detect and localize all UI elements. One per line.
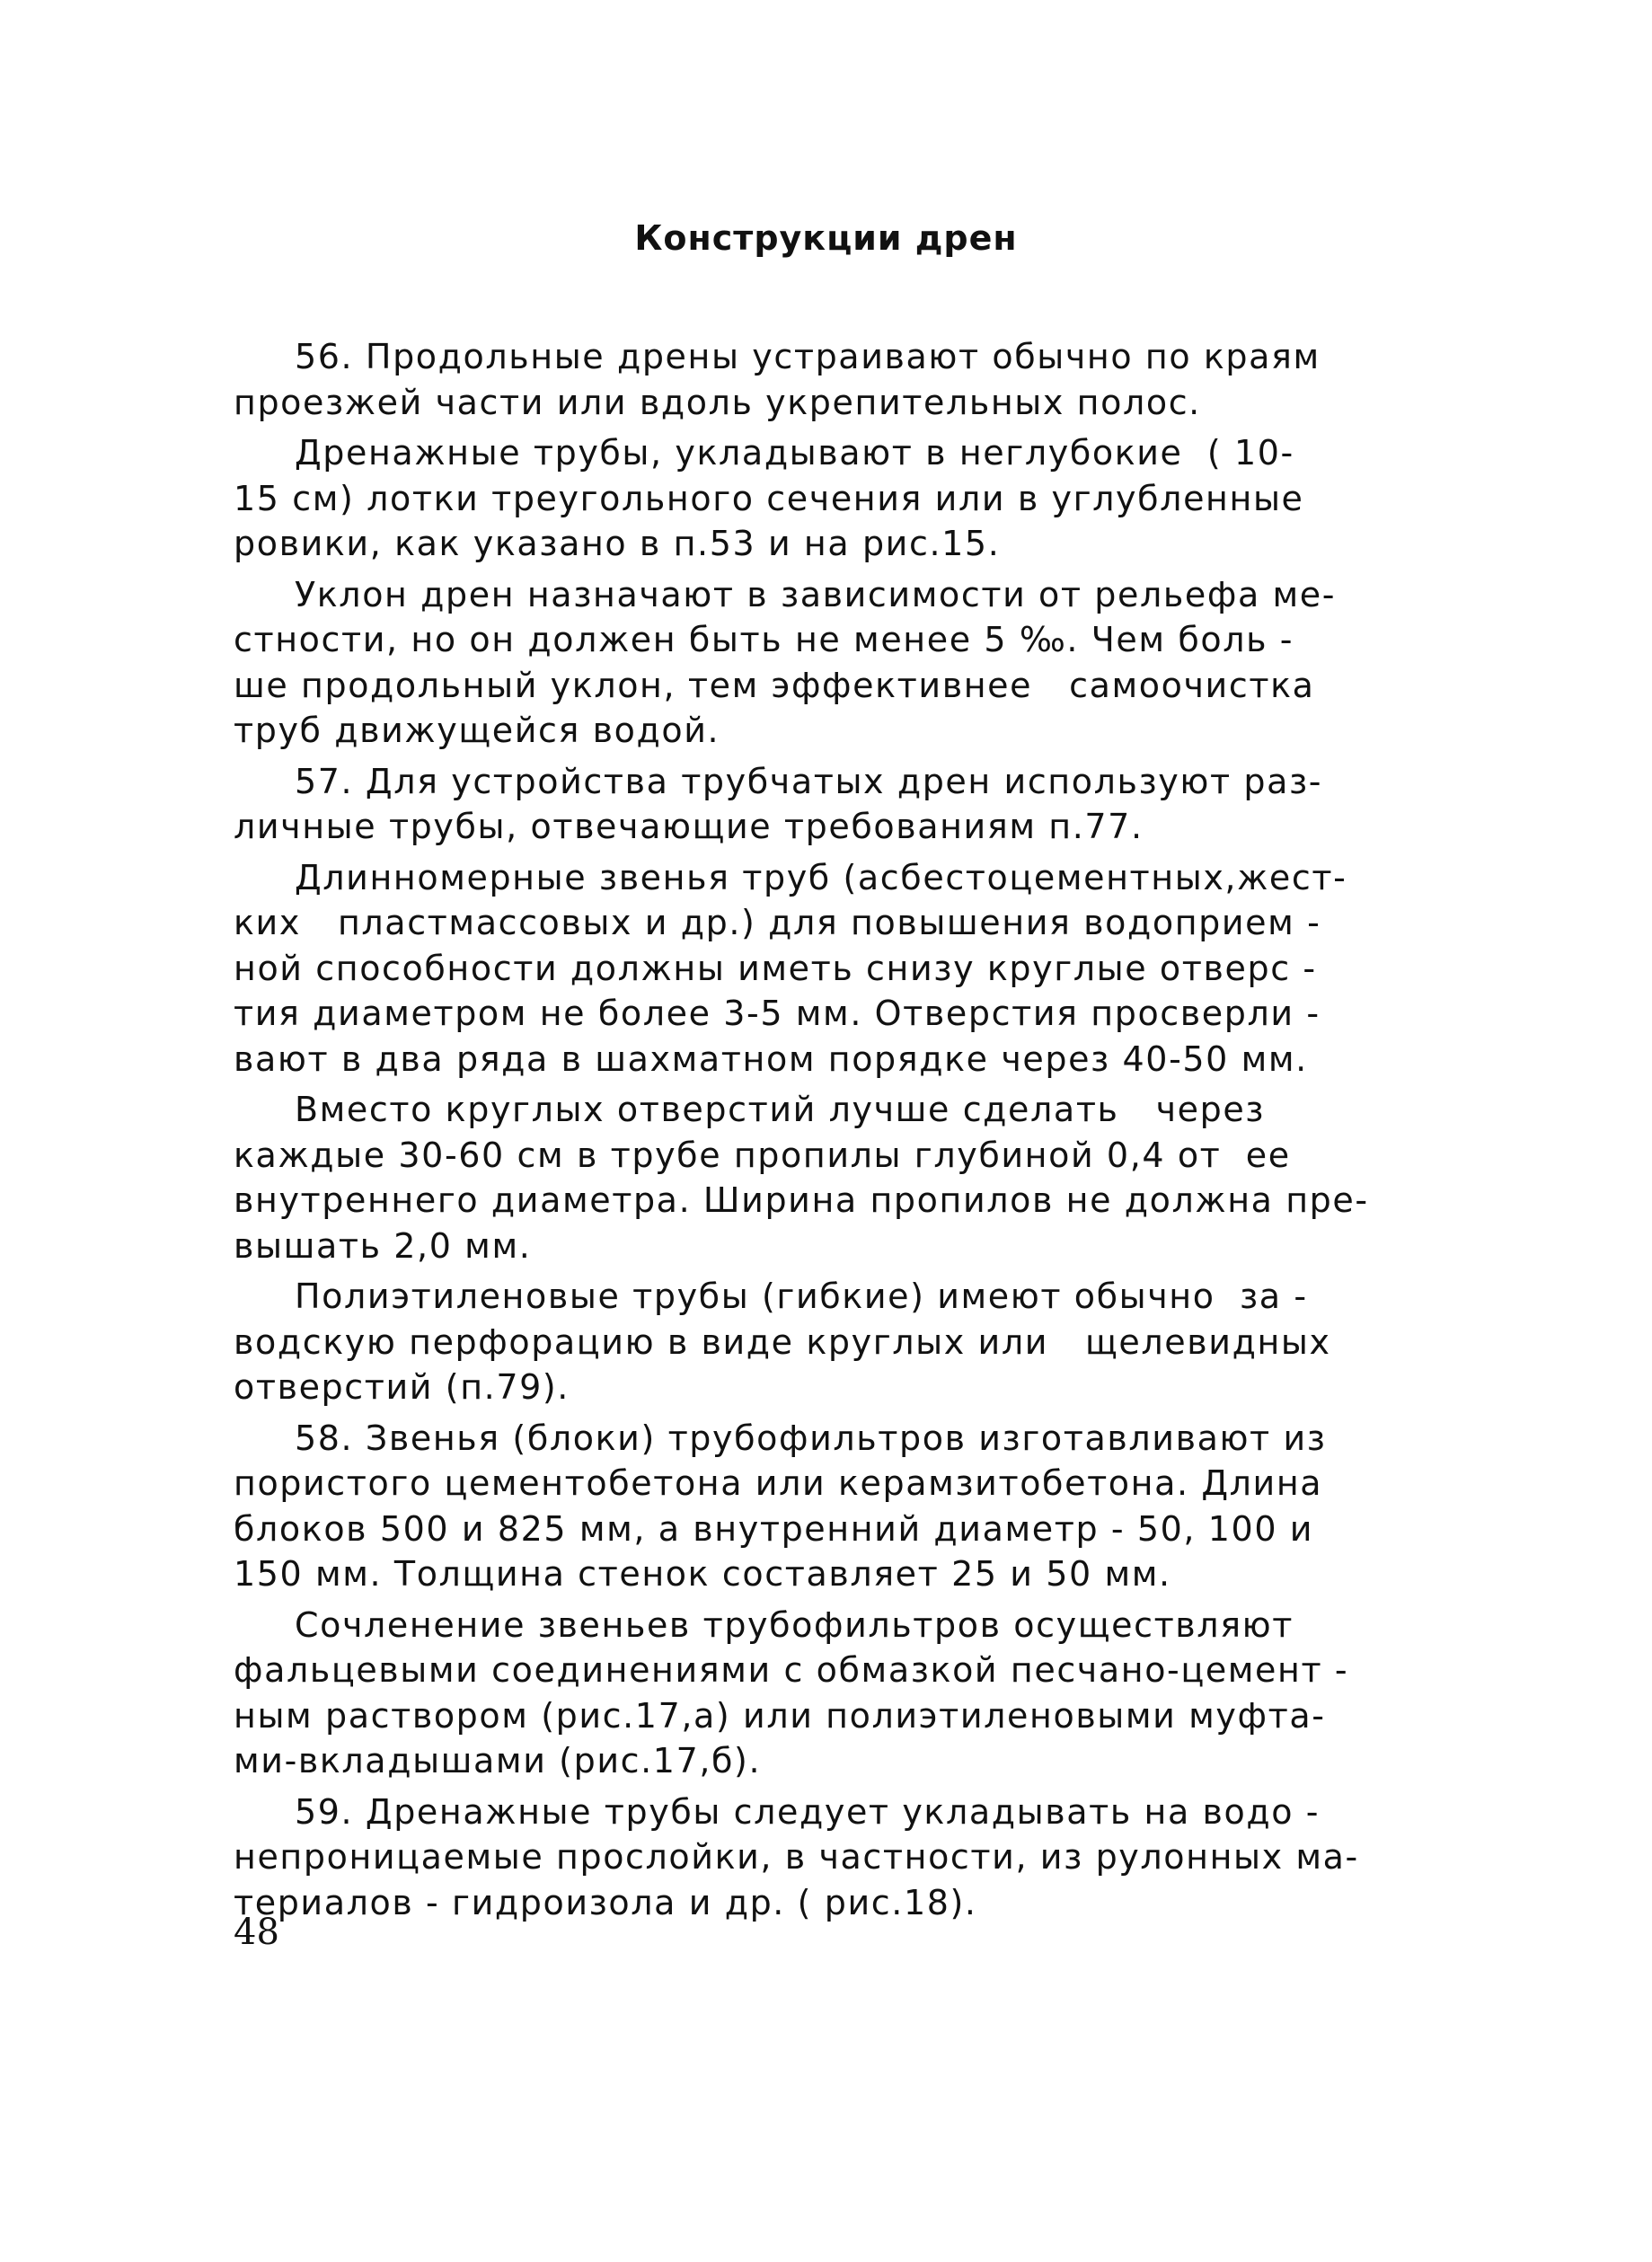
text-line: непроницаемые прослойки, в частности, из рулонных ма- bbox=[234, 1837, 1359, 1877]
paragraph-long-pipes bbox=[234, 855, 1419, 1082]
text-line: ровики, как указано в п.53 и на рис.15. bbox=[234, 524, 1001, 563]
text-line: водскую перфорацию в виде круглых или щелевидных bbox=[234, 1321, 1331, 1362]
text-line: труб движущейся водой. bbox=[234, 711, 720, 750]
text-line: тия диаметром не более 3-5 мм. Отверстия просверли - bbox=[234, 994, 1321, 1033]
text-line: Дренажные трубы, укладывают в неглубокие ( 10- bbox=[295, 433, 1294, 473]
paragraph-joints bbox=[234, 1603, 1419, 1784]
text-line: каждые 30-60 см в трубе пропилы глубиной 0,4 от ее bbox=[234, 1135, 1291, 1175]
text-line: стности, но он должен быть не менее 5 ‰. Чем боль - bbox=[234, 620, 1294, 659]
paragraph-57-intro bbox=[234, 759, 1419, 850]
text-line: фальцевыми соединениями с обмазкой песчано-цемент - bbox=[234, 1650, 1349, 1690]
text-line: териалов - гидроизола и др. ( рис.18). bbox=[234, 1882, 977, 1922]
text-line: ми-вкладышами (рис.17,б). bbox=[234, 1741, 762, 1780]
text-line: 56. Продольные дрены устраивают обычно по краям bbox=[295, 337, 1321, 376]
page-number: 48 bbox=[234, 1912, 279, 1953]
text-line: 15 см) лотки треугольного сечения или в углубленные bbox=[234, 478, 1304, 518]
text-line: 58. Звенья (блоки) трубофильтров изготавливают из bbox=[295, 1418, 1327, 1458]
text-line: 59. Дренажные трубы следует укладывать на водо - bbox=[295, 1791, 1321, 1832]
text-line: внутреннего диаметра. Ширина пропилов не должна пре- bbox=[234, 1180, 1369, 1220]
text-line: Уклон дрен назначают в зависимости от рельефа ме- bbox=[295, 574, 1337, 614]
text-line: Сочленение звеньев трубофильтров осуществляют bbox=[295, 1604, 1294, 1645]
paragraph-58-blocks bbox=[234, 1416, 1419, 1597]
paragraph-56-intro bbox=[234, 334, 1419, 425]
text-line: блоков 500 и 825 мм, а внутренний диаметр - 50, 100 и bbox=[234, 1508, 1314, 1549]
text-line: проезжей части или вдоль укрепительных полос. bbox=[234, 382, 1201, 422]
paragraph-cuts bbox=[234, 1087, 1419, 1268]
text-line: ше продольный уклон, тем эффективнее самоочистка bbox=[234, 665, 1315, 705]
body-text bbox=[234, 334, 1419, 1931]
paragraph-polyethylene bbox=[234, 1274, 1419, 1410]
text-line: Длинномерные звенья труб (асбестоцементных,жест- bbox=[295, 857, 1347, 897]
text-line: вают в два ряда в шахматном порядке через 40-50 мм. bbox=[234, 1038, 1308, 1079]
text-line: личные трубы, отвечающие требованиям п.77. bbox=[234, 807, 1144, 846]
text-line: ной способности должны иметь снизу круглые отверс - bbox=[234, 948, 1317, 988]
paragraph-59-layers bbox=[234, 1789, 1419, 1926]
text-line: 57. Для устройства трубчатых дрен используют раз- bbox=[295, 761, 1323, 801]
text-line: ным раствором (рис.17,а) или полиэтиленовыми муфта- bbox=[234, 1695, 1326, 1736]
text-line: вышать 2,0 мм. bbox=[234, 1225, 532, 1266]
paragraph-slope bbox=[234, 572, 1419, 754]
text-line: пористого цементобетона или керамзитобетона. Длина bbox=[234, 1463, 1323, 1503]
text-line: Вместо круглых отверстий лучше сделать через bbox=[295, 1090, 1266, 1129]
text-line: отверстий (п.79). bbox=[234, 1367, 570, 1407]
section-heading: Конструкции дрен bbox=[634, 218, 1018, 258]
text-line: Полиэтиленовые трубы (гибкие) имеют обычно за - bbox=[295, 1277, 1308, 1316]
text-line: ких пластмассовых и др.) для повышения водоприем - bbox=[234, 903, 1321, 942]
paragraph-drain-pipes bbox=[234, 430, 1419, 567]
text-line: 150 мм. Толщина стенок составляет 25 и 50 мм. bbox=[234, 1554, 1171, 1594]
